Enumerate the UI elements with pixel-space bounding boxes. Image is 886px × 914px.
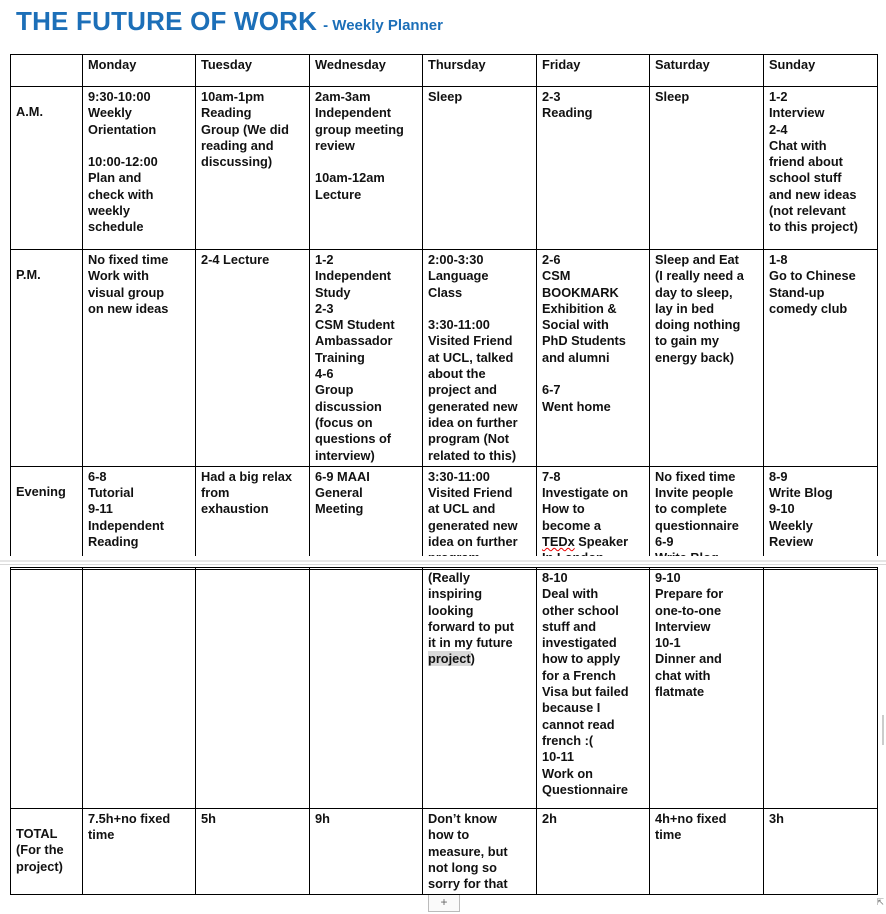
day-header-sunday: Sunday xyxy=(764,55,878,87)
day-header-monday: Monday xyxy=(83,55,196,87)
row-label-pm: P.M. xyxy=(11,250,83,467)
page-title xyxy=(16,6,443,37)
am-saturday: Sleep xyxy=(650,87,764,250)
evening-cont-monday xyxy=(83,568,196,809)
evening-monday: 6-8 Tutorial 9-11 Independent Reading xyxy=(83,466,196,569)
evening-tuesday: Had a big relax from exhaustion xyxy=(196,466,310,569)
pm-saturday: Sleep and Eat (I really need a day to sleep, lay in bed doing nothing to gain my energy back) xyxy=(650,250,764,467)
resize-corner-icon[interactable]: ⇱ xyxy=(876,897,884,907)
pm-friday: 2-6 CSM BOOKMARK Exhibition & Social with PhD Students and alumni 6-7 Went home xyxy=(537,250,650,467)
evening-saturday: No fixed time Invite people to complete questionnaire 6-9 xyxy=(650,466,764,569)
pm-wednesday: 1-2 Independent Study 2-3 CSM Student Ambassador Training 4-6 Group discussion (focus on questions of interview) xyxy=(310,250,423,467)
title-main: THE FUTURE OF WORK xyxy=(16,6,318,36)
am-row xyxy=(11,87,878,250)
day-header-tuesday: Tuesday xyxy=(196,55,310,87)
evening-continued-row xyxy=(11,568,878,809)
am-monday: 9:30-10:00 Weekly Orientation 10:00-12:00 Plan and check with weekly schedule xyxy=(83,87,196,250)
day-header-thursday: Thursday xyxy=(423,55,537,87)
total-tuesday: 5h xyxy=(196,809,310,895)
total-row xyxy=(11,809,878,895)
page-break-line-2 xyxy=(0,564,886,565)
am-tuesday: 10am-1pm Reading Group (We did reading and discussing) xyxy=(196,87,310,250)
total-friday: 2h xyxy=(537,809,650,895)
spellcheck-word: TEDx xyxy=(542,534,575,550)
evening-cont-sunday xyxy=(764,568,878,809)
evening-thursday: 3:30-11:00 Visited Friend at UCL and generated new idea on further xyxy=(423,466,537,569)
page-break-line xyxy=(0,560,886,562)
scrollbar-marker[interactable] xyxy=(882,715,884,745)
pm-sunday: 1-8 Go to Chinese Stand-up comedy club xyxy=(764,250,878,467)
am-friday: 2-3 Reading xyxy=(537,87,650,250)
am-thursday: Sleep xyxy=(423,87,537,250)
row-label-evening: Evening xyxy=(11,466,83,569)
thursday-note-end: ) xyxy=(470,651,475,667)
evening-sunday: 8-9 Write Blog 9-10 Weekly Review xyxy=(764,466,878,569)
evening-wednesday: 6-9 MAAI General Meeting xyxy=(310,466,423,569)
evening-cont-wednesday xyxy=(310,568,423,809)
pm-row xyxy=(11,250,878,467)
evening-friday: 7-8 Investigate on How to become a TEDx Speaker xyxy=(537,466,650,569)
total-monday: 7.5h+no fixed time xyxy=(83,809,196,895)
row-label-evening-cont xyxy=(11,568,83,809)
pm-monday: No fixed time Work with visual group on new ideas xyxy=(83,250,196,467)
day-header-friday: Friday xyxy=(537,55,650,87)
day-header-saturday: Saturday xyxy=(650,55,764,87)
total-wednesday: 9h xyxy=(310,809,423,895)
total-thursday: Don’t know how to measure, but not long so sorry for that xyxy=(423,809,537,895)
planner-table-continued xyxy=(10,567,878,895)
pm-thursday: 2:00-3:30 Language Class 3:30-11:00 Visited Friend at UCL, talked about the project and generated new idea on further program (Not related to this) xyxy=(423,250,537,467)
row-label-total: TOTAL (For the project) xyxy=(11,809,83,895)
corner-cell xyxy=(11,55,83,87)
am-sunday: 1-2 Interview 2-4 Chat with friend about school stuff and new ideas (not relevant to this project) xyxy=(764,87,878,250)
thursday-note: (Really inspiring looking forward to put it in my future xyxy=(428,570,515,651)
add-row-button[interactable]: + xyxy=(428,895,460,912)
total-saturday: 4h+no fixed time xyxy=(650,809,764,895)
day-header-wednesday: Wednesday xyxy=(310,55,423,87)
evening-cont-tuesday xyxy=(196,568,310,809)
title-subtitle: - Weekly Planner xyxy=(323,17,443,34)
header-row xyxy=(11,55,878,87)
row-label-am: A.M. xyxy=(11,87,83,250)
evening-cont-thursday xyxy=(423,568,537,809)
highlighted-word: project xyxy=(428,651,471,667)
evening-cont-saturday: 9-10 Prepare for one-to-one Interview 10-1 Dinner and chat with flatmate xyxy=(650,568,764,809)
evening-cont-friday: 8-10 Deal with other school stuff and investigated how to apply for a French Visa but failed because I cannot read french :( 10-11 Work on Questionnaire xyxy=(537,568,650,809)
planner-table xyxy=(10,54,878,570)
pm-tuesday: 2-4 Lecture xyxy=(196,250,310,467)
evening-row xyxy=(11,466,878,569)
total-sunday: 3h xyxy=(764,809,878,895)
am-wednesday: 2am-3am Independent group meeting review 10am-12am Lecture xyxy=(310,87,423,250)
